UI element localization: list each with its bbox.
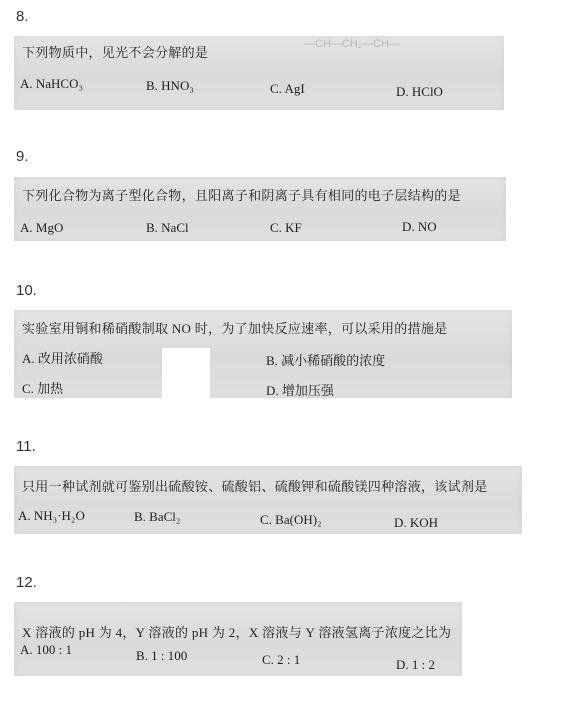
paper-gap bbox=[162, 348, 210, 398]
question-number: 9. bbox=[16, 148, 29, 165]
question-stem: X 溶液的 pH 为 4，Y 溶液的 pH 为 2，X 溶液与 Y 溶液氢离子浓度之比为 bbox=[22, 625, 452, 640]
option-b: B. HNO₃ bbox=[146, 78, 194, 93]
option-b: B. NaCl bbox=[146, 220, 189, 235]
question-number: 10. bbox=[16, 282, 37, 299]
option-d: D. NO bbox=[402, 219, 437, 234]
background-bleed: —CH—CH₂—CH— bbox=[304, 38, 400, 50]
option-a: A. 改用浓硝酸 bbox=[22, 351, 103, 366]
question-scan bbox=[14, 36, 504, 110]
option-d: D. HClO bbox=[396, 84, 443, 99]
option-a: A. MgO bbox=[20, 220, 64, 235]
question-number: 8. bbox=[16, 8, 29, 25]
option-b: B. BaCl₂ bbox=[134, 509, 181, 524]
question-stem: 实验室用铜和稀硝酸制取 NO 时，为了加快反应速率，可以采用的措施是 bbox=[22, 321, 448, 336]
option-d: D. 1 : 2 bbox=[396, 657, 435, 672]
option-a: A. NaHCO₃ bbox=[20, 76, 84, 91]
question-scan bbox=[14, 310, 512, 398]
question-scan bbox=[14, 602, 462, 676]
option-c: C. 加热 bbox=[22, 381, 64, 396]
option-c: C. 2 : 1 bbox=[262, 652, 301, 667]
question-scan bbox=[14, 177, 506, 241]
option-d: D. KOH bbox=[394, 515, 439, 530]
question-stem: 下列化合物为离子型化合物，且阳离子和阴离子具有相同的电子层结构的是 bbox=[22, 188, 461, 203]
option-a: A. NH₃·H₂O bbox=[18, 508, 85, 523]
question-number: 12. bbox=[16, 574, 37, 591]
question-scan bbox=[14, 466, 522, 534]
question-number: 11. bbox=[16, 438, 36, 455]
question-stem: 只用一种试剂就可鉴别出硫酸铵、硫酸铝、硫酸钾和硫酸镁四种溶液，该试剂是 bbox=[22, 479, 488, 494]
option-a: A. 100 : 1 bbox=[20, 642, 72, 657]
option-d: D. 增加压强 bbox=[266, 383, 334, 398]
option-b: B. 1 : 100 bbox=[136, 648, 188, 663]
option-b: B. 减小稀硝酸的浓度 bbox=[266, 353, 386, 368]
option-c: C. KF bbox=[270, 220, 302, 235]
question-stem: 下列物质中，见光不会分解的是 bbox=[22, 45, 209, 60]
option-c: C. AgI bbox=[270, 81, 305, 96]
option-c: C. Ba(OH)₂ bbox=[260, 512, 322, 527]
